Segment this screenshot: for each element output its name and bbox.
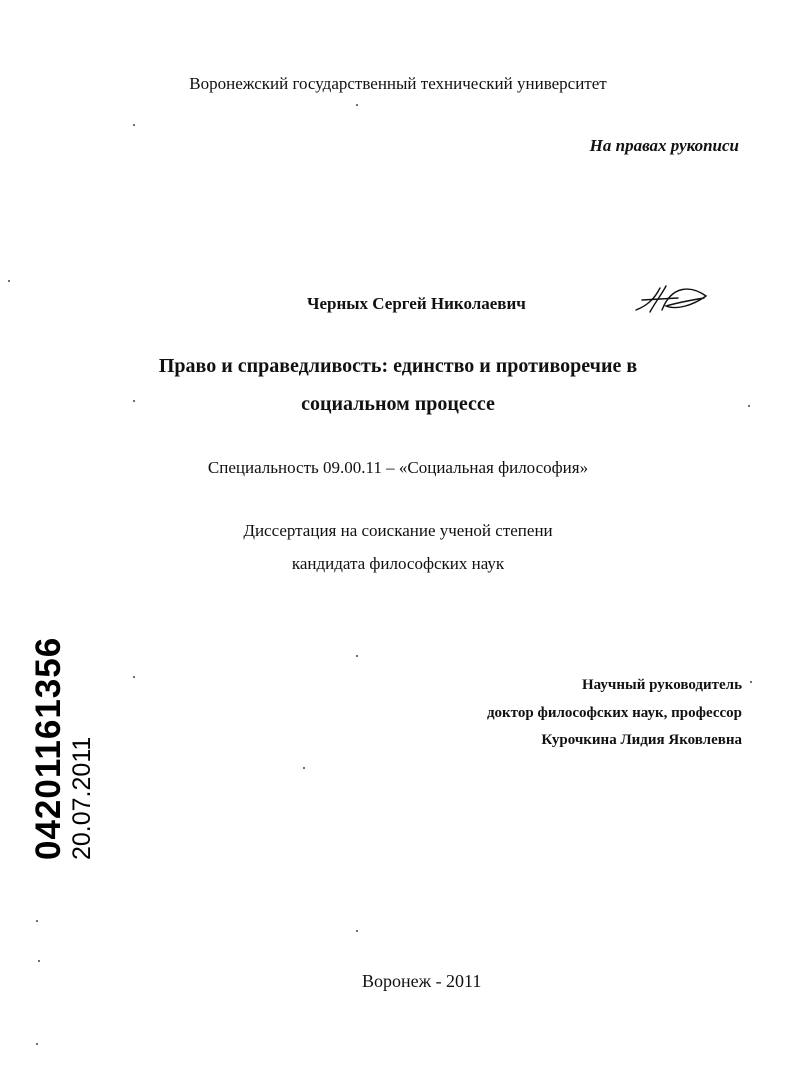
stamp-date: 20.07.2011 (68, 736, 96, 860)
supervisor-degree: доктор философских наук, профессор (486, 705, 742, 721)
supervisor-name: Курочкина Лидия Яковлевна (541, 732, 742, 748)
manuscript-note: На правах рукописи (589, 136, 739, 155)
stamp-number: 04201161356 (29, 636, 68, 860)
dissertation-title-line-1: Право и справедливость: единство и противоречие в (158, 355, 638, 377)
scan-speck (356, 655, 358, 657)
university-name: Воронежский государственный технический университет (189, 74, 607, 93)
scan-speck (36, 1043, 38, 1045)
library-stamp (30, 637, 96, 860)
scan-speck (133, 400, 135, 402)
specialty: Специальность 09.00.11 – «Социальная философия» (207, 458, 589, 477)
scan-speck (748, 405, 750, 407)
degree-statement-line-2: кандидата философских наук (291, 554, 505, 573)
dissertation-title-line-2: социальном процессе (301, 393, 495, 415)
author-signature (632, 280, 712, 320)
scan-speck (8, 280, 10, 282)
city-year: Воронеж - 2011 (362, 971, 482, 991)
author-name: Черных Сергей Николаевич (307, 294, 526, 313)
scan-speck (133, 124, 135, 126)
scan-speck (133, 676, 135, 678)
scan-speck (38, 960, 40, 962)
scan-speck (303, 767, 305, 769)
supervisor-role: Научный руководитель (582, 677, 742, 693)
scan-speck (356, 930, 358, 932)
scan-speck (36, 920, 38, 922)
degree-statement-line-1: Диссертация на соискание ученой степени (243, 521, 553, 540)
scan-speck (356, 104, 358, 106)
scan-speck (750, 681, 752, 683)
